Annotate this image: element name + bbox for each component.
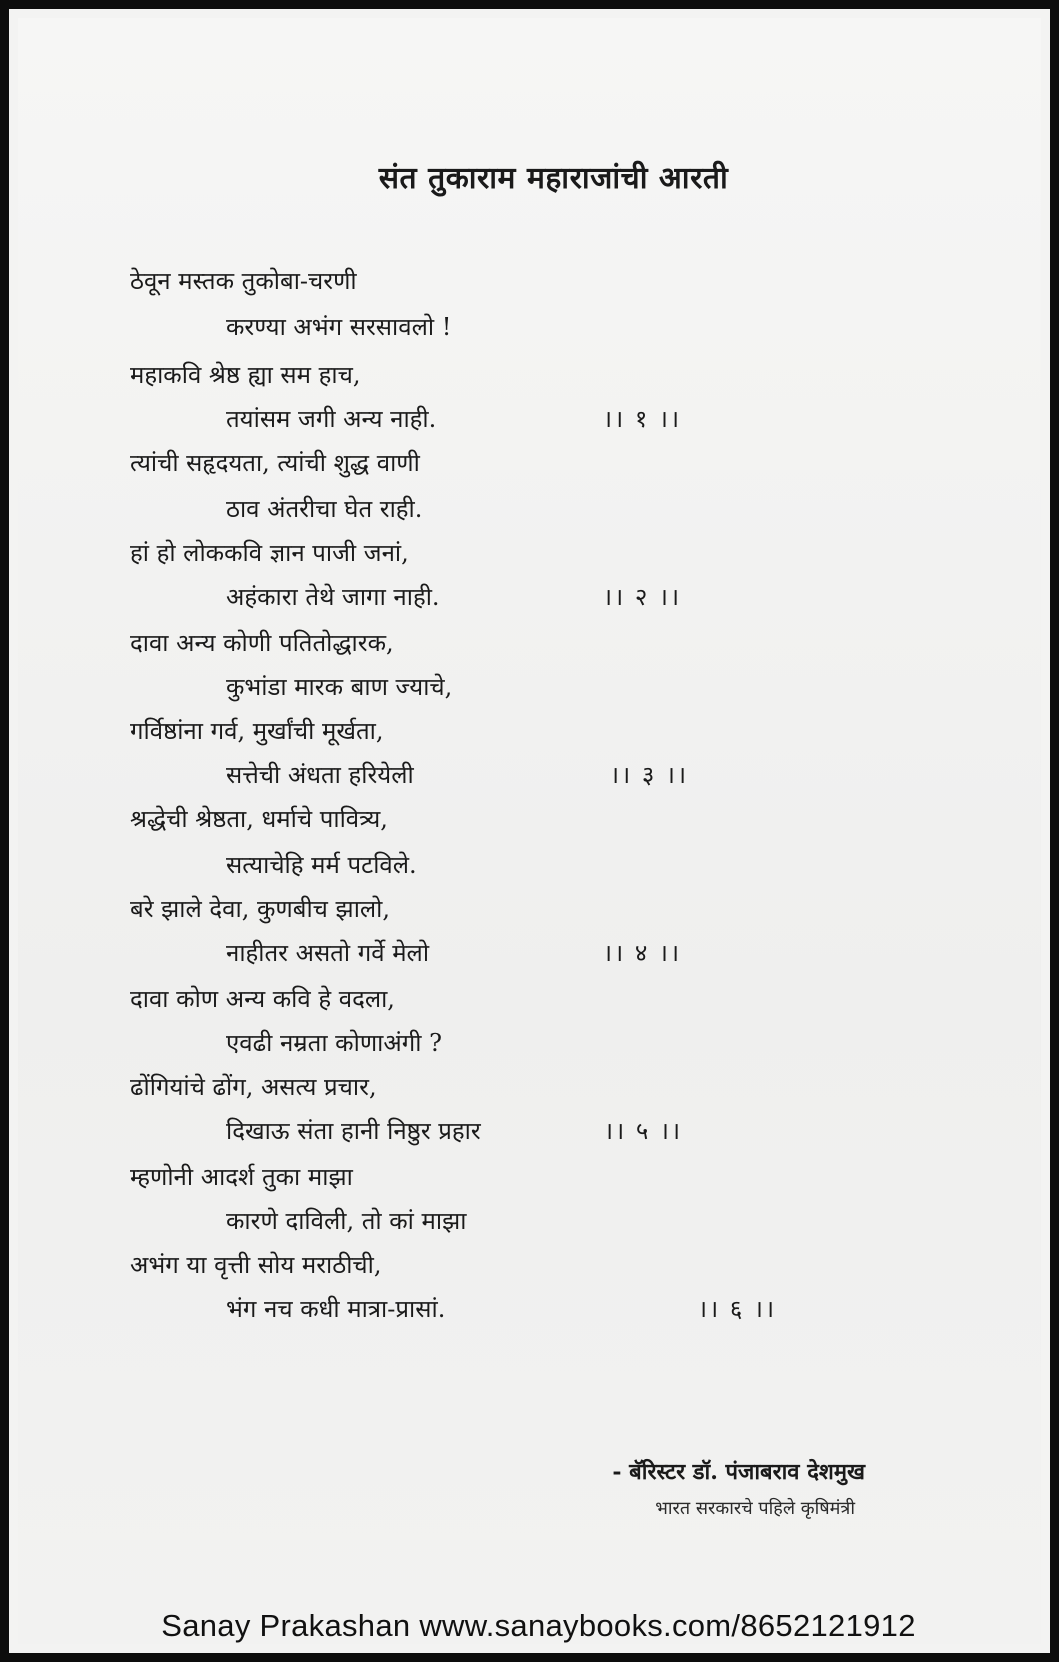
verse-line: एवढी नम्रता कोणाअंगी ? xyxy=(226,1029,442,1057)
verse-line: गर्विष्ठांना गर्व, मुर्खांची मूर्खता, xyxy=(130,717,384,745)
verse-line: नाहीतर असतो गर्वे मेलो xyxy=(226,939,430,967)
verse-line: ढोंगियांचे ढोंग, असत्य प्रचार, xyxy=(130,1073,377,1101)
verse-line: त्यांची सहृदयता, त्यांची शुद्ध वाणी xyxy=(130,449,420,477)
verse-line: अहंकारा तेथे जागा नाही. xyxy=(226,583,440,611)
verse-line: भंग नच कधी मात्रा-प्रासां. xyxy=(226,1295,446,1323)
stanza-number: ।। ४ ।। xyxy=(603,939,682,967)
verse-line: श्रद्धेची श्रेष्ठता, धर्माचे पावित्र्य, xyxy=(130,805,388,833)
verse-line: दावा कोण अन्य कवि हे वदला, xyxy=(130,985,395,1013)
verse-line: ठाव अंतरीचा घेत राही. xyxy=(226,495,423,523)
verse-line: सत्तेची अंधता हरियेली xyxy=(226,761,414,789)
page-title: संत तुकाराम महाराजांची आरती xyxy=(378,161,729,196)
author-name: - बॅरिस्टर डॉ. पंजाबराव देशमुख xyxy=(612,1459,865,1485)
verse-line: कुभांडा मारक बाण ज्याचे, xyxy=(226,673,453,701)
verse-line: अभंग या वृत्ती सोय मराठीची, xyxy=(130,1251,382,1279)
verse-line: करण्या अभंग सरसावलो ! xyxy=(226,313,452,341)
verse-line: सत्याचेहि मर्म पटविले. xyxy=(226,851,417,879)
stanza-number: ।। ६ ।। xyxy=(698,1295,777,1323)
verse-line: दावा अन्य कोणी पतितोद्धारक, xyxy=(130,629,394,657)
verse-line: महाकवि श्रेष्ठ ह्या सम हाच, xyxy=(130,361,361,389)
verse-line: बरे झाले देवा, कुणबीच झालो, xyxy=(130,895,391,923)
verse-line: म्हणोनी आदर्श तुका माझा xyxy=(130,1163,353,1191)
page xyxy=(18,18,1041,1644)
author-designation: भारत सरकारचे पहिले कृषिमंत्री xyxy=(655,1498,855,1519)
verse-line: कारणे दाविली, तो कां माझा xyxy=(226,1207,467,1235)
verse-line: हां हो लोककवि ज्ञान पाजी जनां, xyxy=(130,539,409,567)
stanza-number: ।। २ ।। xyxy=(603,583,682,611)
stanza-number: ।। १ ।। xyxy=(603,405,682,433)
verse-line: दिखाऊ संता हानी निष्ठुर प्रहार xyxy=(226,1117,481,1145)
stanza-number: ।। ५ ।। xyxy=(604,1117,683,1145)
publisher-footer: Sanay Prakashan www.sanaybooks.com/8652121912 xyxy=(161,1608,916,1643)
verse-line: ठेवून मस्तक तुकोबा-चरणी xyxy=(130,267,357,295)
verse-line: तयांसम जगी अन्य नाही. xyxy=(226,405,437,433)
stanza-number: ।। ३ ।। xyxy=(610,761,689,789)
